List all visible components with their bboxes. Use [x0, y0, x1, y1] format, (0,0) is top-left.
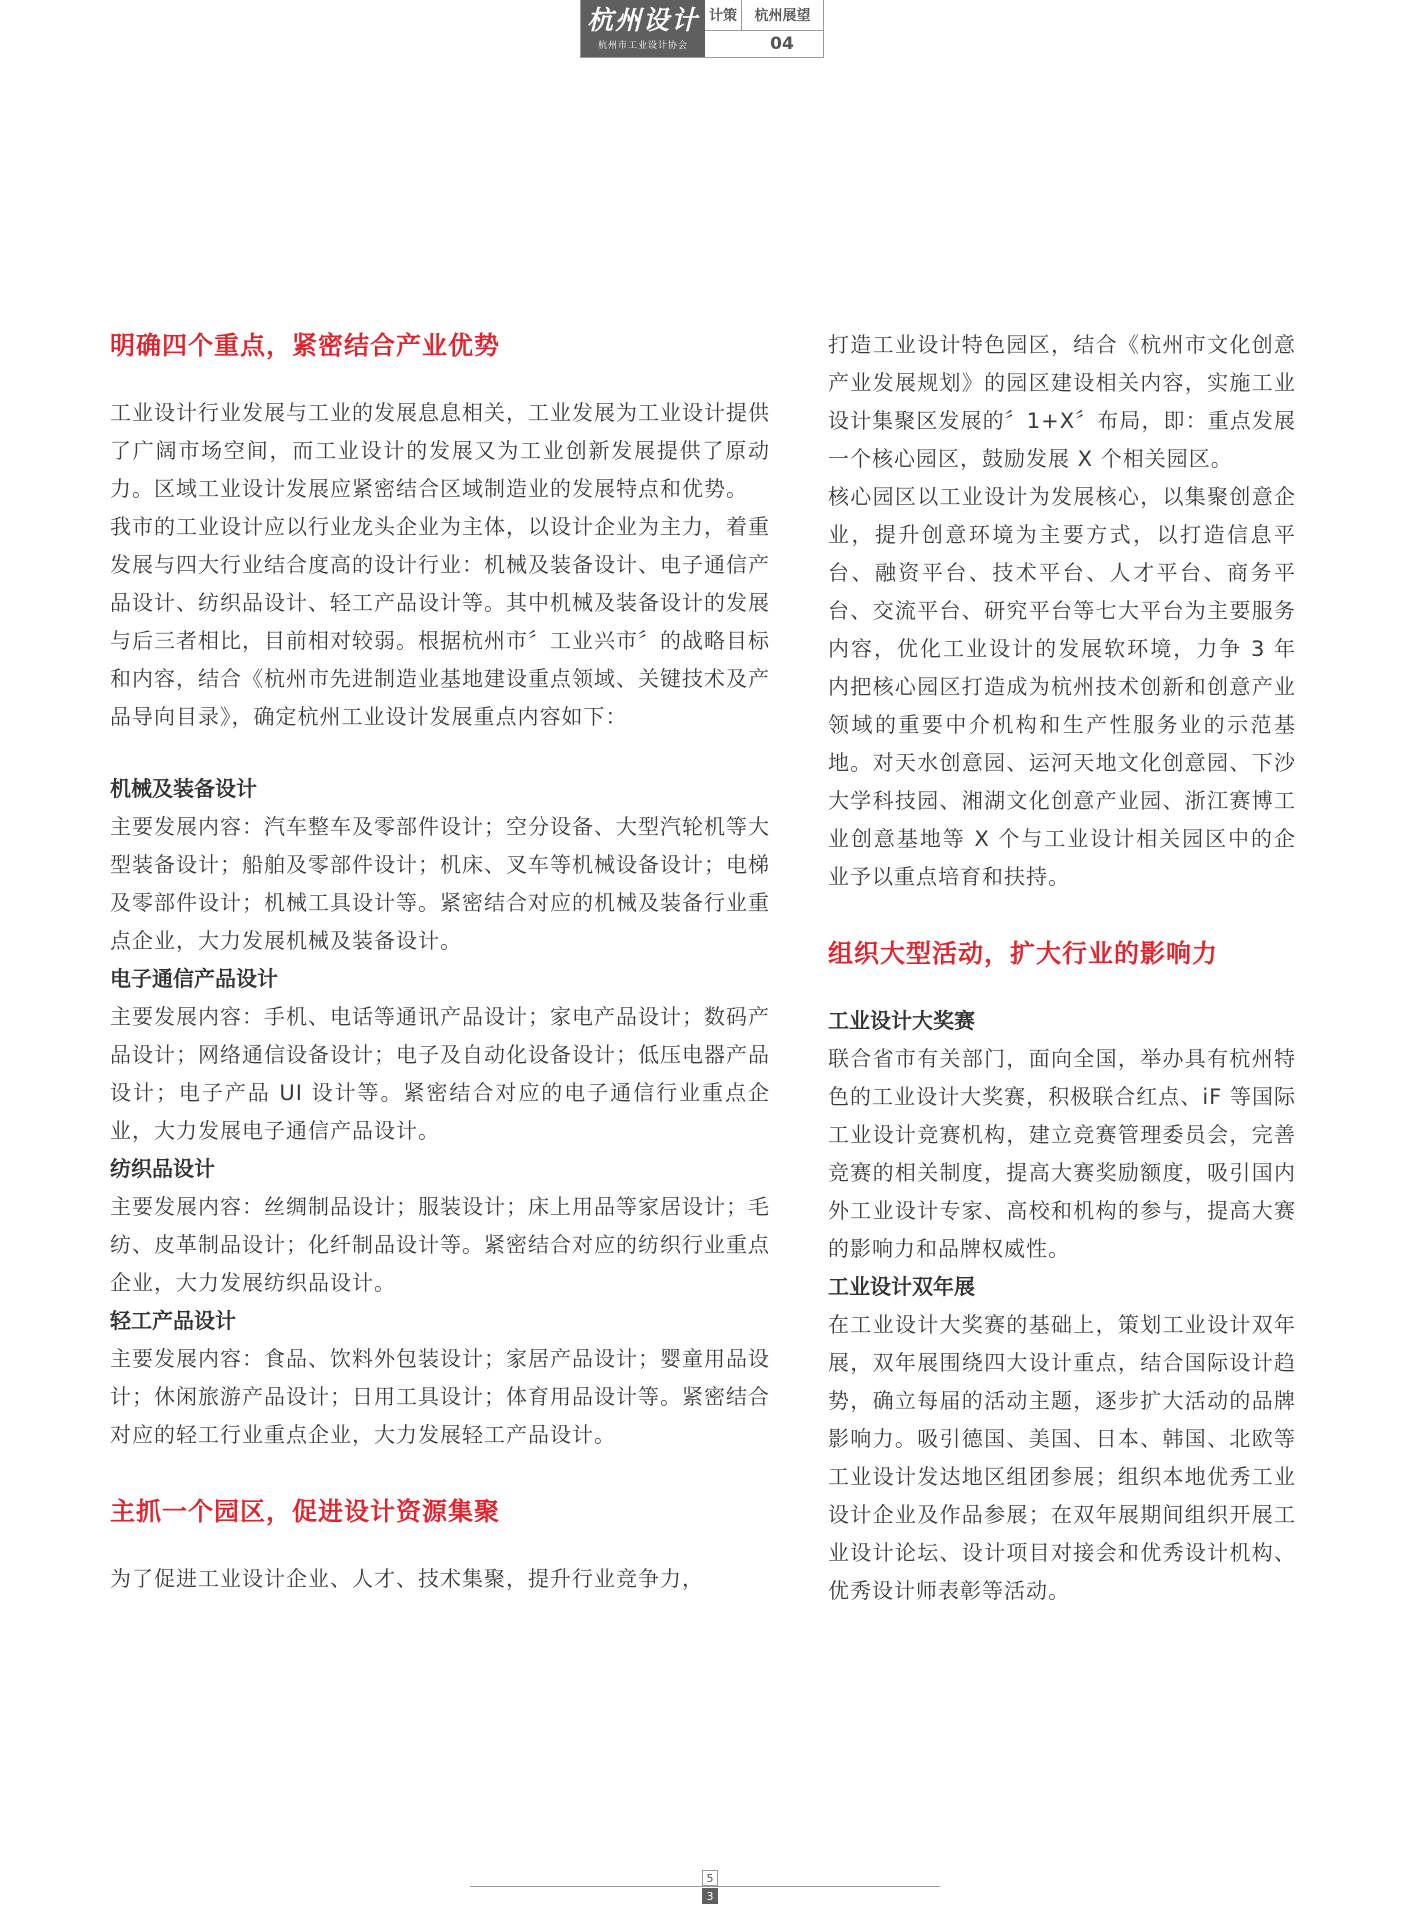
section-title-events: 组织大型活动，扩大行业的影响力 — [828, 939, 1219, 968]
section-title-focus: 明确四个重点，紧密结合产业优势 — [110, 331, 501, 360]
subheading-biennale: 工业设计双年展 — [828, 1275, 975, 1299]
paragraph: 工业设计行业发展与工业的发展息息相关，工业发展为工业设计提供了广阔市场空间，而工业设计的发展又为工业创新发展提供了原动力。区域工业设计发展应紧密结合区域制造业的发展特点和优势。 — [110, 401, 770, 501]
subheading-light-industry: 轻工产品设计 — [110, 1309, 236, 1333]
issue-number: 04 — [770, 34, 794, 54]
left-column — [110, 322, 770, 1598]
paragraph: 打造工业设计特色园区，结合《杭州市文化创意产业发展规划》的园区建设相关内容，实施工业设计集聚区发展的〞1+X〞布局，即：重点发展一个核心园区，鼓励发展 X 个相关园区。 — [828, 333, 1296, 471]
paragraph: 主要发展内容：手机、电话等通讯产品设计；家电产品设计；数码产品设计；网络通信设备设计；电子及自动化设备设计；低压电器产品设计；电子产品 UI 设计等。紧密结合对应的电子通信行业重点企业，大力发展电子通信产品设计。 — [110, 1005, 770, 1143]
page-number-bottom: 3 — [702, 1888, 718, 1904]
paragraph: 主要发展内容：汽车整车及零部件设计；空分设备、大型汽轮机等大型装备设计；船舶及零部件设计；机床、叉车等机械设备设计；电梯及零部件设计；机械工具设计等。紧密结合对应的机械及装备行业重点企业，大力发展机械及装备设计。 — [110, 815, 770, 953]
paragraph: 主要发展内容：丝绸制品设计；服装设计；床上用品等家居设计；毛纺、皮革制品设计；化纤制品设计等。紧密结合对应的纺织行业重点企业，大力发展纺织品设计。 — [110, 1195, 770, 1295]
magazine-logo — [581, 0, 705, 57]
right-column — [828, 326, 1296, 1610]
header-category: 计策 — [705, 0, 742, 30]
page-header — [580, 0, 824, 58]
page-footer — [470, 1868, 940, 1907]
footer-divider — [470, 1886, 940, 1887]
subheading-award: 工业设计大奖赛 — [828, 1009, 975, 1033]
page-number-top: 5 — [702, 1870, 718, 1886]
logo-subtitle: 杭州市工业设计协会 — [597, 40, 688, 51]
subheading-mechanical: 机械及装备设计 — [110, 777, 257, 801]
paragraph: 为了促进工业设计企业、人才、技术集聚，提升行业竞争力， — [110, 1567, 704, 1591]
paragraph: 主要发展内容：食品、饮料外包装设计；家居产品设计；婴童用品设计；休闲旅游产品设计；日用工具设计；体育用品设计等。紧密结合对应的轻工行业重点企业，大力发展轻工产品设计。 — [110, 1347, 770, 1447]
paragraph: 在工业设计大奖赛的基础上，策划工业设计双年展，双年展围绕四大设计重点，结合国际设计趋势，确立每届的活动主题，逐步扩大活动的品牌影响力。吸引德国、美国、日本、韩国、北欧等工业设计发达地区组团参展；组织本地优秀工业设计企业及作品参展；在双年展期间组织开展工业设计论坛、设计项目对接会和优秀设计机构、优秀设计师表彰等活动。 — [828, 1313, 1296, 1603]
paragraph: 联合省市有关部门，面向全国，举办具有杭州特色的工业设计大奖赛，积极联合红点、iF 等国际工业设计竞赛机构，建立竞赛管理委员会，完善竞赛的相关制度，提高大赛奖励额度，吸引国内外工业设计专家、高校和机构的参与，提高大赛的影响力和品牌权威性。 — [828, 1047, 1296, 1261]
paragraph: 我市的工业设计应以行业龙头企业为主体，以设计企业为主力，着重发展与四大行业结合度高的设计行业：机械及装备设计、电子通信产品设计、纺织品设计、轻工产品设计等。其中机械及装备设计的发展与后三者相比，目前相对较弱。根据杭州市〞工业兴市〞的战略目标和内容，结合《杭州市先进制造业基地建设重点领域、关键技术及产品导向目录》，确定杭州工业设计发展重点内容如下： — [110, 515, 770, 729]
subheading-textiles: 纺织品设计 — [110, 1157, 215, 1181]
paragraph: 核心园区以工业设计为发展核心，以集聚创意企业，提升创意环境为主要方式，以打造信息平台、融资平台、技术平台、人才平台、商务平台、交流平台、研究平台等七大平台为主要服务内容，优化工业设计的发展软环境，力争 3 年内把核心园区打造成为杭州技术创新和创意产业领域的重要中介机构和生产性服务业的示范基地。对天水创意园、运河天地文化创意园、下沙大学科技园、湘湖文化创意产业园、浙江赛博工业创意基地等 X 个与工业设计相关园区中的企业予以重点培育和扶持。 — [828, 485, 1296, 889]
logo-text: 杭州设计 — [586, 5, 699, 36]
header-column: 杭州展望 — [754, 8, 811, 24]
header-info — [705, 0, 823, 57]
subheading-electronics: 电子通信产品设计 — [110, 967, 278, 991]
section-title-park: 主抓一个园区，促进设计资源集聚 — [110, 1497, 501, 1526]
